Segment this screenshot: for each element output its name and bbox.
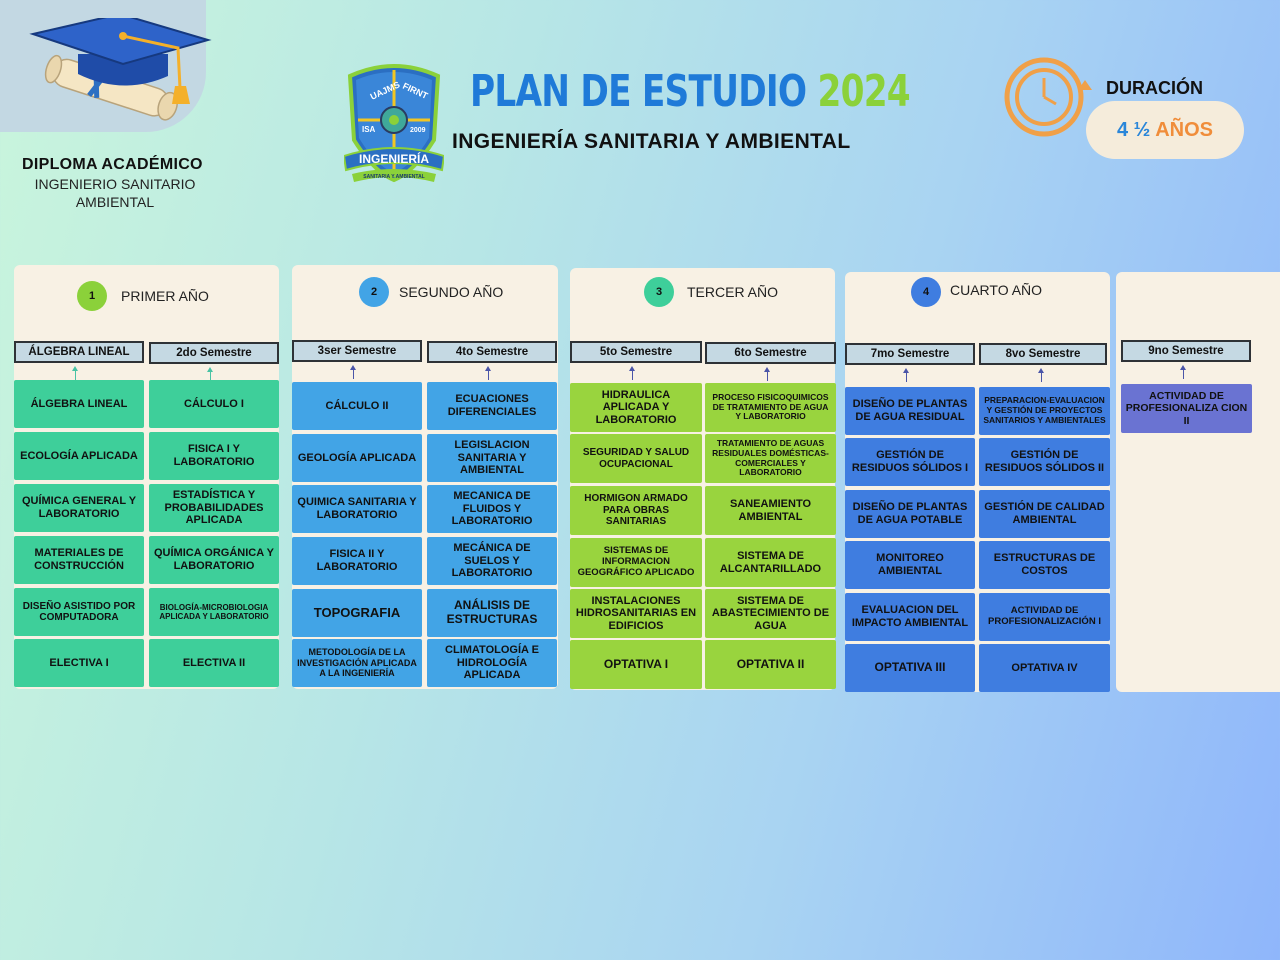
- logo-text-firnt: FIRNT: [401, 80, 430, 102]
- diploma-subtitle: INGENIERIO SANITARIO AMBIENTAL: [34, 176, 196, 210]
- year-badge-2: 2: [359, 277, 389, 307]
- duration-unit: AÑOS: [1155, 119, 1213, 141]
- course-box: GESTIÓN DE RESIDUOS SÓLIDOS I: [845, 438, 975, 486]
- semester-header: ÁLGEBRA LINEAL: [14, 341, 144, 363]
- semester-header: 6to Semestre: [705, 342, 836, 364]
- course-box: MECÁNICA DE SUELOS Y LABORATORIO: [427, 537, 557, 585]
- career-name: INGENIERÍA SANITARIA Y AMBIENTAL: [452, 130, 851, 153]
- course-box: ELECTIVA II: [149, 639, 279, 687]
- course-box: ESTRUCTURAS DE COSTOS: [979, 541, 1110, 589]
- course-box: TRATAMIENTO DE AGUAS RESIDUALES DOMÉSTICAS-COMERCIALES Y LABORATORIO: [705, 434, 836, 483]
- semester-header: 7mo Semestre: [845, 343, 975, 365]
- logo-text-isa: ISA: [362, 125, 376, 134]
- course-box: OPTATIVA II: [705, 640, 836, 689]
- course-box: HIDRAULICA APLICADA Y LABORATORIO: [570, 383, 702, 432]
- year-badge-3: 3: [644, 277, 674, 307]
- course-box: ELECTIVA I: [14, 639, 144, 687]
- connector-arrow-icon: [906, 370, 907, 382]
- course-box: GESTIÓN DE RESIDUOS SÓLIDOS II: [979, 438, 1110, 486]
- year-label-3: TERCER AÑO: [687, 284, 779, 300]
- course-box: OPTATIVA I: [570, 640, 702, 689]
- course-box: GESTIÓN DE CALIDAD AMBIENTAL: [979, 490, 1110, 538]
- logo-ribbon-text: SANITARIA Y AMBIENTAL: [363, 174, 425, 180]
- year-label-2: SEGUNDO AÑO: [399, 284, 504, 300]
- course-box: DISEÑO DE PLANTAS DE AGUA POTABLE: [845, 490, 975, 538]
- course-box: LEGISLACION SANITARIA Y AMBIENTAL: [427, 434, 557, 482]
- faculty-shield-logo: [344, 62, 444, 192]
- course-box: ACTIVIDAD DE PROFESIONALIZACIÓN I: [979, 593, 1110, 641]
- duration-value: [1086, 101, 1244, 159]
- course-box: MATERIALES DE CONSTRUCCIÓN: [14, 536, 144, 584]
- year-panel-5: [1116, 272, 1280, 692]
- course-box: EVALUACION DEL IMPACTO AMBIENTAL: [845, 593, 975, 641]
- logo-text-uajms: UAJMS: [368, 79, 402, 102]
- course-box: FISICA I Y LABORATORIO: [149, 432, 279, 480]
- semester-header: 9no Semestre: [1121, 340, 1251, 362]
- course-box: QUÍMICA GENERAL Y LABORATORIO: [14, 484, 144, 532]
- course-box: METODOLOGÍA DE LA INVESTIGACIÓN APLICADA A LA INGENIERÍA: [292, 639, 422, 687]
- course-box: OPTATIVA III: [845, 644, 975, 692]
- year-label-1: PRIMER AÑO: [121, 288, 209, 304]
- plan-year: 2024: [817, 66, 910, 117]
- course-box: PREPARACION-EVALUACION Y GESTIÓN DE PROYECTOS SANITARIOS Y AMBIENTALES: [979, 387, 1110, 435]
- course-box: SEGURIDAD Y SALUD OCUPACIONAL: [570, 434, 702, 483]
- course-box: SISTEMAS DE INFORMACION GEOGRÁFICO APLICADO: [570, 538, 702, 587]
- graduation-cap-icon: [28, 18, 218, 136]
- course-box: OPTATIVA IV: [979, 644, 1110, 692]
- course-box: SANEAMIENTO AMBIENTAL: [705, 486, 836, 535]
- course-box: MECANICA DE FLUIDOS Y LABORATORIO: [427, 485, 557, 533]
- course-box: ECUACIONES DIFERENCIALES: [427, 382, 557, 430]
- year-label-4: CUARTO AÑO: [950, 282, 1043, 298]
- connector-arrow-icon: [1183, 367, 1184, 379]
- connector-arrow-icon: [488, 368, 489, 380]
- course-box: SISTEMA DE ALCANTARILLADO: [705, 538, 836, 587]
- semester-header: 3ser Semestre: [292, 340, 422, 362]
- logo-banner-text: INGENIERÍA: [358, 152, 430, 166]
- year-badge-1: 1: [77, 281, 107, 311]
- course-box: INSTALACIONES HIDROSANITARIAS EN EDIFICIOS: [570, 589, 702, 638]
- connector-arrow-icon: [767, 369, 768, 381]
- connector-arrow-icon: [353, 367, 354, 379]
- diploma-title: DIPLOMA ACADÉMICO: [22, 156, 203, 173]
- connector-arrow-icon: [75, 368, 76, 380]
- plan-title-text: PLAN DE ESTUDIO: [470, 66, 807, 117]
- course-box: ACTIVIDAD DE PROFESIONALIZA CION II: [1121, 384, 1252, 433]
- course-box: GEOLOGÍA APLICADA: [292, 434, 422, 482]
- year-badge-4: 4: [911, 277, 941, 307]
- semester-header: 5to Semestre: [570, 341, 702, 363]
- course-box: DISEÑO DE PLANTAS DE AGUA RESIDUAL: [845, 387, 975, 435]
- course-box: TOPOGRAFIA: [292, 589, 422, 637]
- course-box: ESTADÍSTICA Y PROBABILIDADES APLICADA: [149, 484, 279, 532]
- course-box: CÁLCULO I: [149, 380, 279, 428]
- semester-header: 8vo Semestre: [979, 343, 1107, 365]
- course-box: ÁLGEBRA LINEAL: [14, 380, 144, 428]
- duration-number: 4 ½: [1117, 119, 1151, 141]
- duration-label: DURACIÓN: [1106, 78, 1203, 98]
- course-box: ANÁLISIS DE ESTRUCTURAS: [427, 589, 557, 637]
- connector-arrow-icon: [632, 368, 633, 380]
- page-title: [470, 66, 910, 117]
- semester-header: 4to Semestre: [427, 341, 557, 363]
- course-box: FISICA II Y LABORATORIO: [292, 537, 422, 585]
- course-box: HORMIGON ARMADO PARA OBRAS SANITARIAS: [570, 486, 702, 535]
- course-box: MONITOREO AMBIENTAL: [845, 541, 975, 589]
- course-box: PROCESO FISICOQUIMICOS DE TRATAMIENTO DE AGUA Y LABORATORIO: [705, 383, 836, 432]
- course-box: QUIMICA SANITARIA Y LABORATORIO: [292, 485, 422, 533]
- course-box: ECOLOGÍA APLICADA: [14, 432, 144, 480]
- course-box: SISTEMA DE ABASTECIMIENTO DE AGUA: [705, 589, 836, 638]
- course-box: CÁLCULO II: [292, 382, 422, 430]
- course-box: CLIMATOLOGÍA E HIDROLOGÍA APLICADA: [427, 639, 557, 687]
- course-box: BIOLOGÍA-MICROBIOLOGIA APLICADA Y LABORATORIO: [149, 588, 279, 636]
- connector-arrow-icon: [1041, 370, 1042, 382]
- course-box: DISEÑO ASISTIDO POR COMPUTADORA: [14, 588, 144, 636]
- course-box: QUÍMICA ORGÁNICA Y LABORATORIO: [149, 536, 279, 584]
- logo-text-year: 2009: [410, 127, 426, 134]
- semester-header: 2do Semestre: [149, 342, 279, 364]
